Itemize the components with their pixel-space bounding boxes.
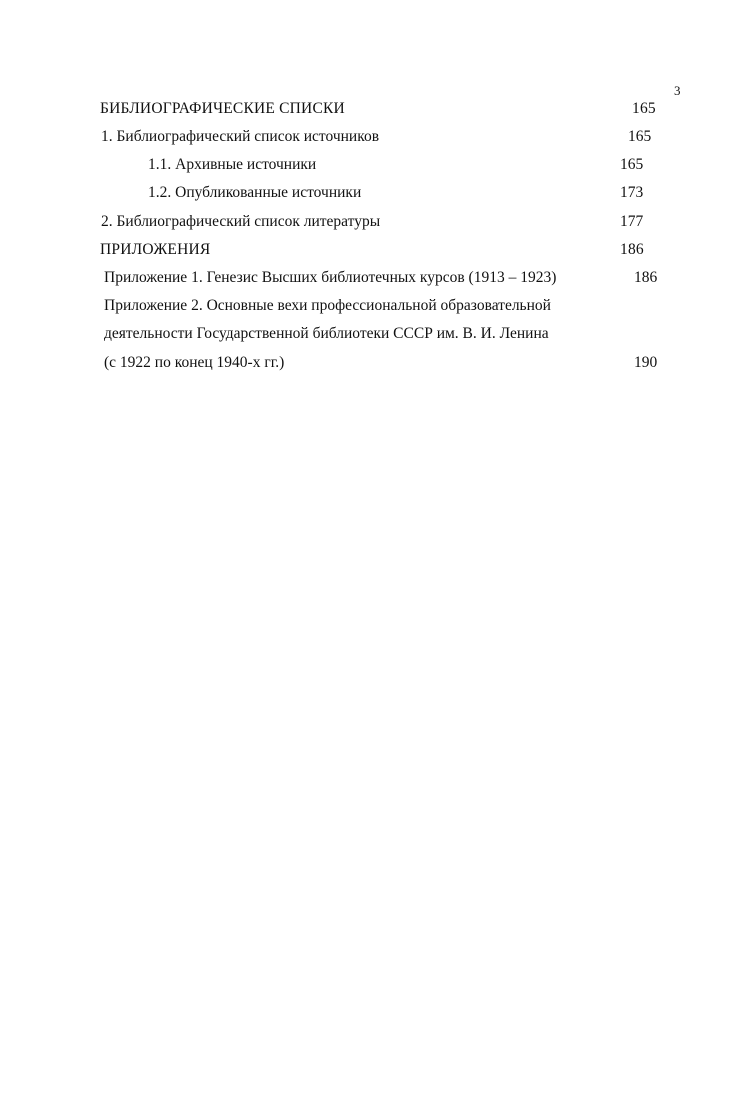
page-number: 3 xyxy=(674,83,681,98)
toc-entry-appendix-2-line-3 xyxy=(104,352,664,374)
toc-entry-title: БИБЛИОГРАФИЧЕСКИЕ СПИСКИ xyxy=(100,100,345,117)
toc-entry-title: Приложение 1. Генезис Высших библиотечных курсов (1913 – 1923) xyxy=(104,269,557,286)
toc-entry-appendix-2-line-1 xyxy=(104,295,624,317)
toc-entry-page: 165 xyxy=(620,156,644,173)
toc-entry-page: 190 xyxy=(634,354,658,371)
toc-entry-title: деятельности Государственной библиотеки СССР им. В. И. Ленина xyxy=(104,325,549,342)
toc-entry-archival xyxy=(148,154,668,176)
toc-entry-page: 165 xyxy=(632,100,656,117)
toc-entry-appendix-2-line-2 xyxy=(104,323,624,345)
toc-entry-page: 173 xyxy=(620,184,644,201)
toc-entry-page: 186 xyxy=(634,269,658,286)
toc-entry-title: Приложение 2. Основные вехи профессиональной образовательной xyxy=(104,297,551,314)
toc-entry-published xyxy=(148,182,668,204)
toc-entry-title: (с 1922 по конец 1940-х гг.) xyxy=(104,354,285,371)
toc-entry-bibliography xyxy=(100,98,660,120)
toc-entry-sources xyxy=(101,126,661,148)
toc-entry-appendix-1 xyxy=(104,267,664,289)
toc-entry-page: 165 xyxy=(628,128,652,145)
toc-entry-page: 177 xyxy=(620,213,644,230)
toc-entry-page: 186 xyxy=(620,241,644,258)
toc-entry-title: 1. Библиографический список источников xyxy=(101,128,380,145)
toc-entry-literature xyxy=(101,211,661,233)
toc-entry-title: ПРИЛОЖЕНИЯ xyxy=(100,241,211,258)
toc-entry-title: 2. Библиографический список литературы xyxy=(101,213,381,230)
toc-entry-title: 1.2. Опубликованные источники xyxy=(148,184,362,201)
toc-entry-appendices xyxy=(100,239,660,261)
toc-entry-title: 1.1. Архивные источники xyxy=(148,156,317,173)
